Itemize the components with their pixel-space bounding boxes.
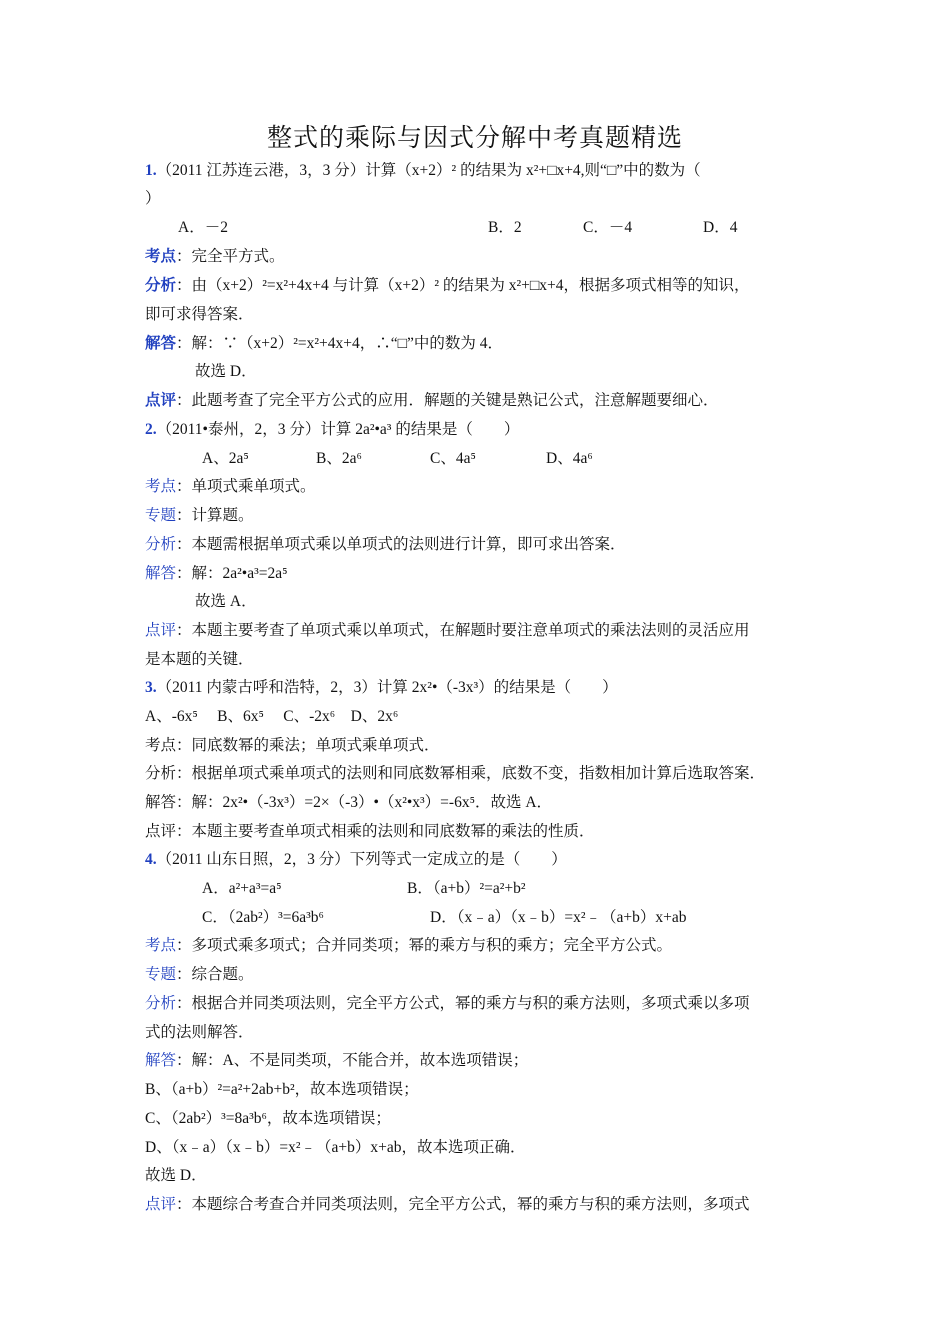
q4-jieda-line4: D、（x﹣a）（x﹣b）=x²﹣（a+b）x+ab，故本选项正确．: [145, 1139, 526, 1156]
q1-dianping: [145, 390, 719, 412]
q2-stem-text: （2011•泰州，2，3 分）计算 2a²•a³ 的结果是（ ）: [156, 421, 520, 438]
q2-kaodian-label: 考点: [145, 478, 177, 495]
q2-stem: [145, 419, 519, 441]
q4-number: 4.: [145, 851, 157, 868]
q2-dianping-line2: 是本题的关键．: [145, 651, 254, 668]
q2-fenxi-label: 分析: [145, 536, 177, 553]
q1-kaodian-text: ：完全平方式。: [176, 248, 285, 265]
q1-kaodian: [145, 246, 285, 268]
q1-option-d: D．4: [703, 219, 738, 236]
q1-option-c: C．－4: [583, 219, 633, 236]
q4-dianping-text: ：本题综合考查合并同类项法则，完全平方公式，幂的乘方与积的乘方法则，多项式: [176, 1196, 750, 1213]
q4-zhuanti: [145, 964, 254, 986]
q1-fenxi-label: 分析: [145, 277, 177, 294]
q3-kaodian: 考点：同底数幂的乘法；单项式乘单项式．: [145, 737, 440, 754]
q1-option-b: B．2: [488, 219, 522, 236]
q4-kaodian-text: ：多项式乘多项式；合并同类项；幂的乘方与积的乘方；完全平方公式。: [176, 937, 673, 954]
q3-stem-text: （2011 内蒙古呼和浩特，2，3）计算 2x²•（-3x³）的结果是（ ）: [156, 679, 618, 696]
q3-jieda: 解答：解：2x²•（-3x³）=2×（-3）•（x²•x³）=-6x⁵．故选 A．: [145, 794, 553, 811]
q1-option-a: A．－2: [178, 219, 228, 236]
q4-dianping-label: 点评: [145, 1196, 177, 1213]
q2-jieda-text: ：解：2a²•a³=2a⁵: [176, 565, 288, 582]
q3-options: A、-6x⁵ B、6x⁵ C、-2x⁶ D、2x⁶: [145, 708, 399, 725]
q1-fenxi: [145, 275, 750, 297]
q2-option-d: D、4a⁶: [546, 450, 593, 467]
q2-option-c: C、4a⁵: [430, 450, 476, 467]
q2-dianping-label: 点评: [145, 622, 177, 639]
q2-dianping-text: ：本题主要考查了单项式乘以单项式，在解题时要注意单项式的乘法法则的灵活应用: [176, 622, 750, 639]
q1-jieda: [145, 333, 503, 355]
q2-jieda-label: 解答: [145, 565, 177, 582]
q4-stem: [145, 849, 567, 871]
q1-number: 1.: [145, 162, 157, 179]
q4-stem-text: （2011 山东日照，2，3 分）下列等式一定成立的是（ ）: [156, 851, 567, 868]
q3-stem: [145, 677, 618, 699]
q2-option-a: A、2a⁵: [202, 450, 249, 467]
q1-stem: [145, 160, 701, 182]
q3-number: 3.: [145, 679, 157, 696]
q4-jieda-line5: 故选 D．: [145, 1167, 207, 1184]
q1-stem-text: （2011 江苏连云港，3，3 分）计算（x+2）² 的结果为 x²+□x+4,则“□”中的数为（: [156, 162, 701, 179]
q4-zhuanti-text: ：综合题。: [176, 966, 254, 983]
q4-kaodian: [145, 935, 672, 957]
q3-fenxi: 分析：根据单项式乘单项式的法则和同底数幂相乘，底数不变，指数相加计算后选取答案．: [145, 765, 766, 782]
q4-fenxi-line2: 式的法则解答．: [145, 1024, 254, 1041]
q1-fenxi-text: ：由（x+2）²=x²+4x+4 与计算（x+2）² 的结果为 x²+□x+4，根据多项式相等的知识，: [176, 277, 750, 294]
q2-zhuanti: [145, 505, 254, 527]
q2-number: 2.: [145, 421, 157, 438]
q4-fenxi-text: ：根据合并同类项法则，完全平方公式，幂的乘方与积的乘方法则，多项式乘以多项: [176, 995, 750, 1012]
q4-fenxi: [145, 993, 750, 1015]
q2-zhuanti-label: 专题: [145, 507, 177, 524]
q3-dianping: 点评：本题主要考查单项式相乘的法则和同底数幂的乘法的性质．: [145, 823, 595, 840]
q4-fenxi-label: 分析: [145, 995, 177, 1012]
q2-option-b: B、2a⁶: [316, 450, 362, 467]
q4-jieda-label: 解答: [145, 1052, 177, 1069]
q4-dianping: [145, 1194, 750, 1216]
q2-jieda: [145, 563, 288, 585]
q1-stem-line2: ）: [145, 190, 161, 207]
q4-jieda-line2: B、（a+b）²=a²+2ab+b²，故本选项错误；: [145, 1081, 419, 1098]
q2-kaodian: [145, 476, 316, 498]
q4-zhuanti-label: 专题: [145, 966, 177, 983]
q1-jieda-text: ：解：∵（x+2）²=x²+4x+4，∴“□”中的数为 4．: [176, 335, 504, 352]
q1-dianping-text: ：此题考查了完全平方公式的应用．解题的关键是熟记公式，注意解题要细心．: [176, 392, 719, 409]
q4-jieda: [145, 1050, 528, 1072]
q1-jieda-line2: 故选 D．: [195, 363, 257, 380]
q4-kaodian-label: 考点: [145, 937, 177, 954]
q2-kaodian-text: ：单项式乘单项式。: [176, 478, 316, 495]
q2-jieda-line2: 故选 A．: [195, 593, 257, 610]
q1-fenxi-line2: 即可求得答案．: [145, 306, 254, 323]
q4-jieda-text: ：解：A、不是同类项，不能合并，故本选项错误；: [176, 1052, 529, 1069]
q1-dianping-label: 点评: [145, 392, 177, 409]
q4-option-d: D．（x﹣a）（x﹣b）=x²﹣（a+b）x+ab: [430, 909, 687, 926]
q1-jieda-label: 解答: [145, 335, 177, 352]
q2-fenxi: [145, 534, 626, 556]
q4-jieda-line3: C、（2ab²）³=8a³b⁶，故本选项错误；: [145, 1110, 391, 1127]
q4-option-b: B．（a+b）²=a²+b²: [407, 880, 526, 897]
document-title: 整式的乘际与因式分解中考真题精选: [266, 125, 683, 152]
q4-option-c: C．（2ab²）³=6a³b⁶: [202, 909, 324, 926]
q2-dianping: [145, 620, 750, 642]
q2-fenxi-text: ：本题需根据单项式乘以单项式的法则进行计算，即可求出答案．: [176, 536, 626, 553]
q2-zhuanti-text: ：计算题。: [176, 507, 254, 524]
q1-kaodian-label: 考点: [145, 248, 177, 265]
q4-option-a: A．a²+a³=a⁵: [202, 880, 282, 897]
